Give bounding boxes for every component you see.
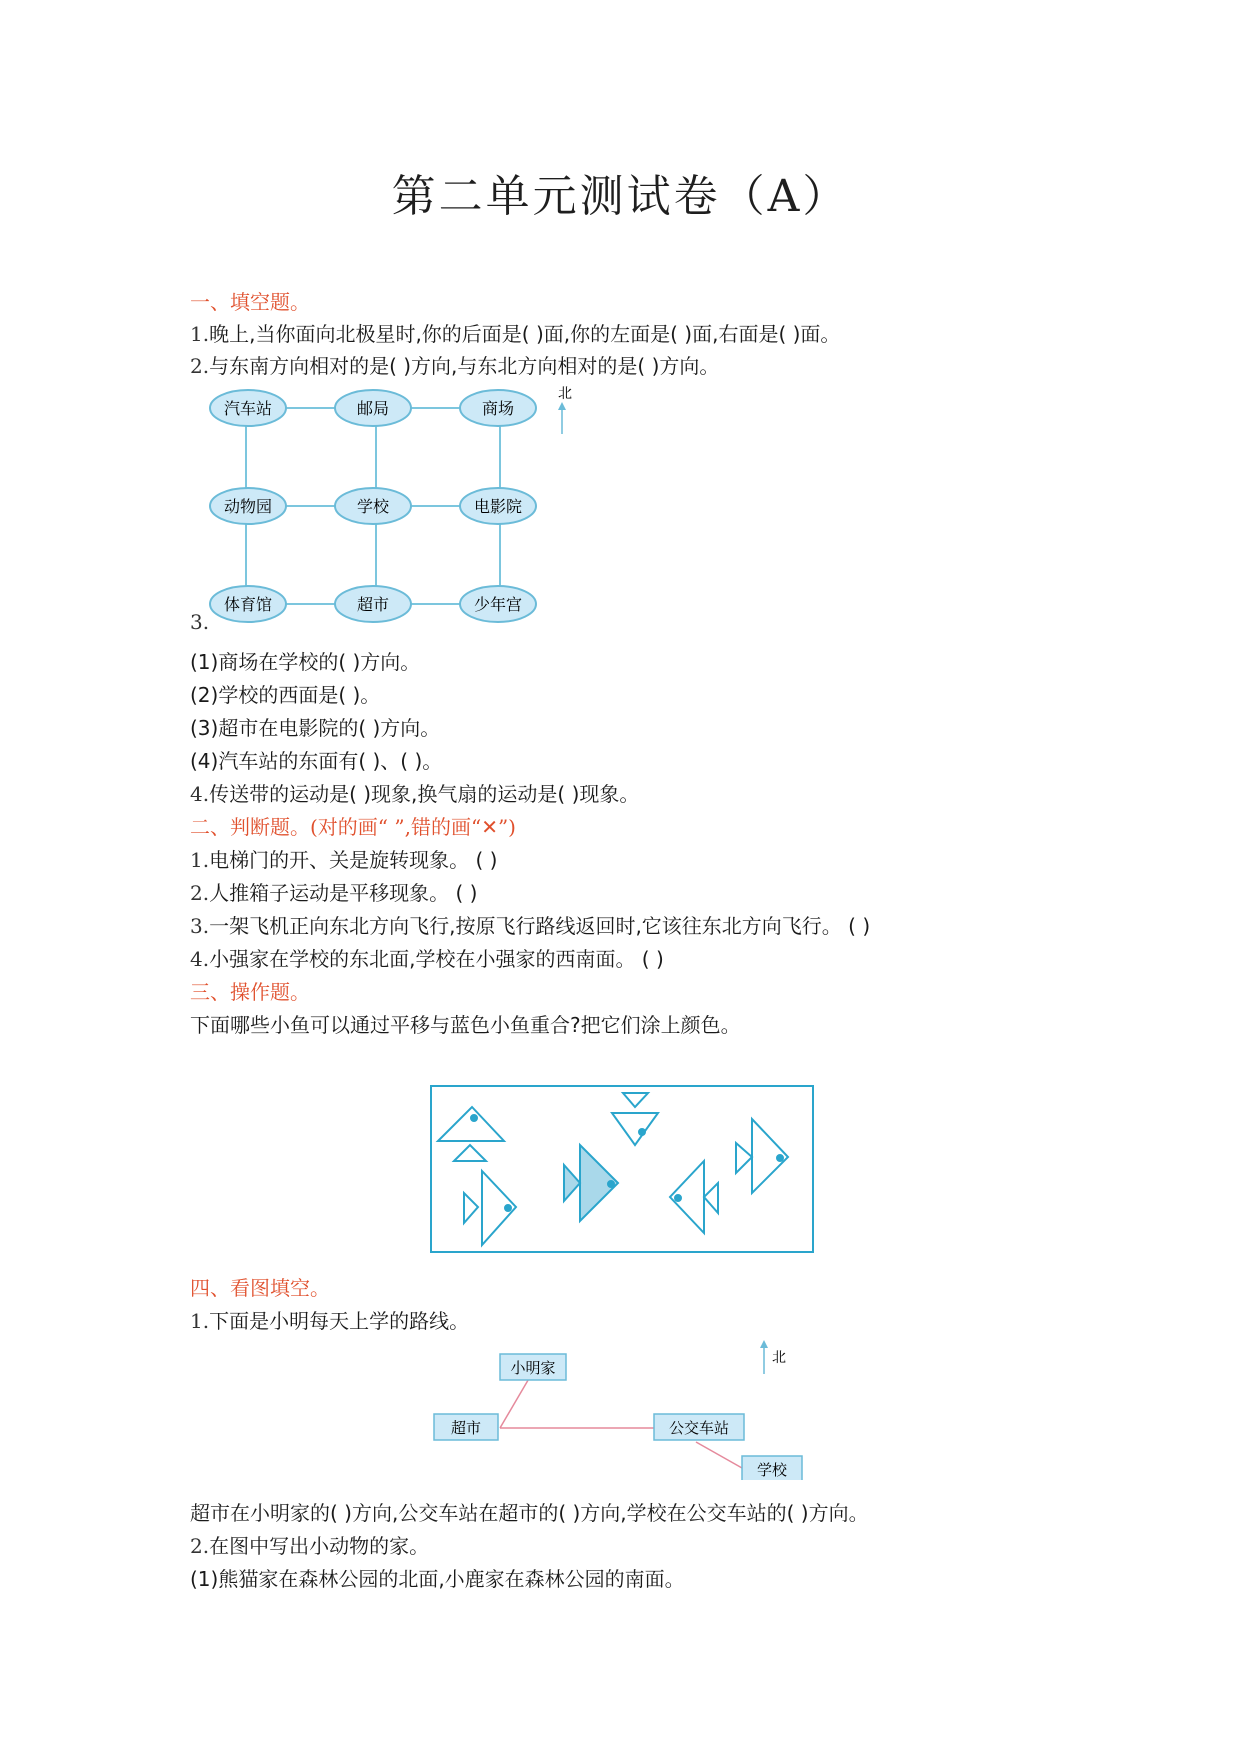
q-text: 小强家在学校的东北面,学校在小强家的西南面。 ( ) <box>209 947 664 971</box>
q-number: 1. <box>190 1309 210 1333</box>
fish-frame <box>431 1086 813 1252</box>
node-label: 公交车站 <box>668 1419 730 1437</box>
section-3-heading: 三、操作题。 <box>190 980 310 1004</box>
fish-5 <box>670 1161 718 1233</box>
q-number: 1. <box>190 848 210 872</box>
node-label: 商场 <box>481 399 515 418</box>
north-arrow-icon <box>760 1340 786 1374</box>
route-node-bus <box>654 1414 744 1440</box>
north-label: 北 <box>558 386 572 402</box>
q-text: 与东南方向相对的是( )方向,与东北方向相对的是( )方向。 <box>209 354 720 378</box>
map-node-9 <box>460 586 536 622</box>
route-question: 超市在小明家的( )方向,公交车站在超市的( )方向,学校在公交车站的( )方向。 <box>190 1501 869 1525</box>
section-4-heading: 四、看图填空。 <box>190 1276 330 1300</box>
map-node-7 <box>210 586 286 622</box>
map-node-5 <box>335 488 411 524</box>
fish-3 <box>464 1171 516 1245</box>
q-text: 传送带的运动是( )现象,换气扇的运动是( )现象。 <box>209 782 640 806</box>
q-number: 3. <box>190 914 210 938</box>
q-text: 电梯门的开、关是旋转现象。 ( ) <box>209 848 498 872</box>
direction-map <box>190 382 590 632</box>
picture-q2-sub: (1)熊猫家在森林公园的北面,小鹿家在森林公园的南面。 <box>190 1567 685 1591</box>
picture-q1 <box>190 1307 469 1335</box>
q3-sub-3: (3)超市在电影院的( )方向。 <box>190 716 441 740</box>
judge-2 <box>190 879 477 907</box>
page-title: 第二单元测试卷（A） <box>391 171 850 222</box>
q-number: 1. <box>190 322 210 346</box>
q3-sub-2: (2)学校的西面是( )。 <box>190 683 381 707</box>
picture-q2 <box>190 1532 429 1560</box>
fish-figure <box>430 1085 814 1255</box>
node-label: 动物园 <box>223 497 273 516</box>
node-label: 学校 <box>356 497 390 516</box>
map-node-1 <box>210 390 286 426</box>
node-label: 体育馆 <box>223 595 273 614</box>
q-number: 2. <box>190 1534 210 1558</box>
judge-3 <box>190 912 870 940</box>
q-number: 2. <box>190 881 210 905</box>
north-arrow-icon <box>558 386 572 434</box>
q-text: 下面是小明每天上学的路线。 <box>209 1309 470 1333</box>
q-text: 人推箱子运动是平移现象。 ( ) <box>209 881 478 905</box>
route-node-school <box>742 1456 802 1480</box>
judge-4 <box>190 945 664 973</box>
q-text: 晚上,当你面向北极星时,你的后面是( )面,你的左面是( )面,右面是( )面。 <box>209 322 841 346</box>
north-label: 北 <box>772 1350 786 1366</box>
node-label: 少年宫 <box>473 595 523 614</box>
route-node-home <box>500 1354 566 1380</box>
fish-1 <box>438 1107 504 1161</box>
node-label: 小明家 <box>510 1359 556 1377</box>
map-node-8 <box>335 586 411 622</box>
node-label: 超市 <box>450 1419 482 1437</box>
section-2-heading: 二、判断题。(对的画“ ”,错的画“✕”) <box>190 815 516 839</box>
q3-sub-4: (4)汽车站的东面有( )、( )。 <box>190 749 443 773</box>
question-1-1 <box>190 320 840 348</box>
fish-6 <box>736 1119 788 1193</box>
map-node-6 <box>460 488 536 524</box>
node-label: 学校 <box>756 1461 788 1479</box>
judge-1 <box>190 846 497 874</box>
map-node-3 <box>460 390 536 426</box>
fish-2 <box>612 1093 658 1145</box>
q-text: 一架飞机正向东北方向飞行,按原飞行路线返回时,它该往东北方向飞行。 ( ) <box>209 914 871 938</box>
node-label: 邮局 <box>356 399 390 418</box>
map-node-4 <box>210 488 286 524</box>
q-text: 在图中写出小动物的家。 <box>209 1534 430 1558</box>
q-number: 4. <box>190 947 210 971</box>
question-1-2 <box>190 352 719 380</box>
fish-blue <box>564 1145 618 1221</box>
question-1-4 <box>190 780 639 808</box>
route-map <box>430 1340 810 1480</box>
node-label: 电影院 <box>473 497 523 516</box>
node-label: 超市 <box>356 595 390 614</box>
operate-instruction: 下面哪些小鱼可以通过平移与蓝色小鱼重合?把它们涂上颜色。 <box>190 1013 741 1037</box>
map-node-2 <box>335 390 411 426</box>
q3-sub-1: (1)商场在学校的( )方向。 <box>190 650 421 674</box>
q-number: 4. <box>190 782 210 806</box>
q-number: 2. <box>190 354 210 378</box>
section-1-heading: 一、填空题。 <box>190 290 310 314</box>
question-1-3-number: 3. <box>190 610 210 634</box>
route-node-market <box>434 1414 498 1440</box>
node-label: 汽车站 <box>223 399 273 418</box>
